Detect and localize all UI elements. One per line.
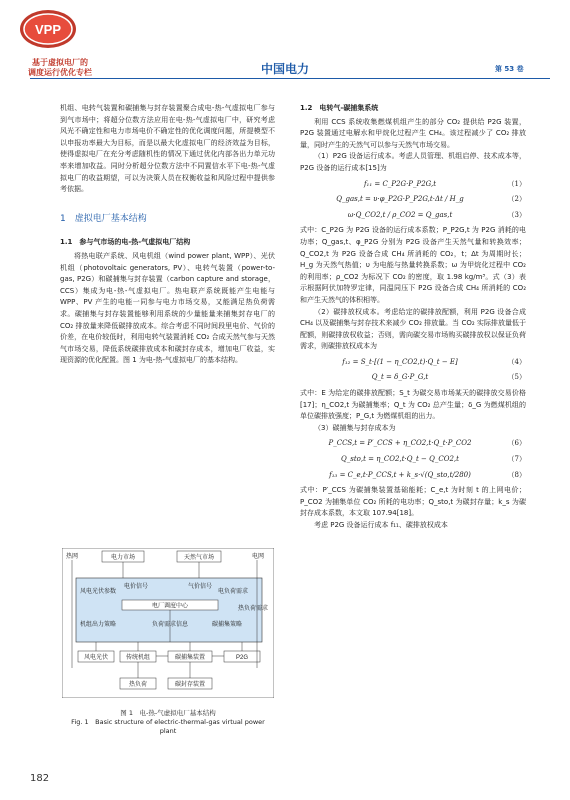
equation-3-number: （3） xyxy=(507,210,526,219)
figure-1-diagram xyxy=(62,548,274,698)
equation-4-body: f₁₂ = S_t·[(1 − η_CO2,t)·Q_t − E] xyxy=(342,357,458,366)
node-power-market: 电力市场 xyxy=(110,555,136,561)
item-2: （2）碳排放权成本。考虑给定的碳排放配额，利用 P2G 设备合成 CH₄ 以及碳捕集与封存技术来减少 CO₂ 排放量。当 CO₂ 实际排放量低于配额，则碳排放权收益；否则，需向碳交易市场购买碳排放权以保证负荷需求，则碳排放权成本为 xyxy=(300,307,526,351)
header-rule xyxy=(30,78,550,79)
series-line-1: 基于虚拟电厂的 xyxy=(32,58,88,67)
equation-2 xyxy=(300,194,526,206)
node-carbon-strategy: 碳捕集策略 xyxy=(212,622,243,628)
equation-2-number: （2） xyxy=(507,195,526,204)
node-conventional-unit: 传统机组 xyxy=(125,655,151,661)
equation-4 xyxy=(300,357,526,369)
figure-caption-cn: 图 1 电-热-气虚拟电厂基本结构 xyxy=(120,709,216,717)
series-line-2: 调度运行优化专栏 xyxy=(28,68,92,77)
definitions-3: 式中：P′_CCS 为碳捕集装置基础能耗；C_e,t 为时刻 t 的上网电价；P_CO2 为捕集单位 CO₂ 所耗的电功率；Q_sto,t 为碳封存量；k_s 为碳封存成本系数，本文取 107.94[18]。 xyxy=(300,486,526,518)
node-ccs: 碳捕集装置 xyxy=(174,655,206,661)
equation-4-number: （4） xyxy=(507,357,526,366)
equation-5-body: Q_t = δ_G·P_G,t xyxy=(371,373,429,382)
equation-7-body: Q_sto,t = η_CO2,t·Q_t − Q_CO2,t xyxy=(341,455,459,464)
node-load-demand: 负荷需求信息 xyxy=(152,622,189,628)
body-paragraph-1-1: 将热电联产系统、风电机组（wind power plant, WPP）、光伏机组（photovoltaic generators, PV）、电转气装置（power-to-gas, P2G）和碳捕集与封存装置（carbon capture and storage，CCS）集成为电-热-气虚拟电厂。热电联产系统既能产生电能与 WPP、PV 产生的电能一同参与电力市场交易，又能满足热负荷需求。碳捕集与封存装置能够利用系统的少量能量来捕集封存电厂的 CO₂ 排放量来降低碳排放成本。综合考虑不同时间段里电价、气价的价差，在电价较低时，利用电转气装置消耗 CO₂ 合成天然气参与天然气市场交易，降低系统碳排放成本和碳封存成本，增加电厂收益，实现资源的优化配置。图 1 为电-热-气虚拟电厂的基本结构。 xyxy=(60,251,275,365)
node-gas-price: 气价信号 xyxy=(188,584,213,590)
body-paragraph-1-2: 利用 CCS 系统收集燃煤机组产生的部分 CO₂ 提供给 P2G 装置，P2G 装置通过电解水和甲烷化过程产生 CH₄。该过程减少了 CO₂ 排放量，同时产生的天然气可以参与天然气市场交易。 xyxy=(300,117,526,149)
node-wind-pv-params: 风电光伏参数 xyxy=(80,589,117,595)
right-column xyxy=(300,103,526,532)
equation-7 xyxy=(300,454,526,466)
node-p2g: P2G xyxy=(235,655,249,661)
equation-5-number: （5） xyxy=(507,373,526,382)
page-number: 182 xyxy=(30,773,50,784)
equation-8 xyxy=(300,470,526,482)
subsection-heading-1-1: 1.1 参与气市场的电-热-气虚拟电厂结构 xyxy=(60,238,191,247)
item-3: （3）碳捕集与封存成本为 xyxy=(314,423,396,432)
tail-paragraph: 考虑 P2G 设备运行成本 f₁₁、碳排放权成本 xyxy=(314,521,448,529)
item-1: （1）P2G 设备运行成本。考虑人员管理、机组启停、技术成本等，P2G 设备的运行成本[15]为 xyxy=(300,152,526,172)
equation-1-body: f₁₁ = C_P2G·P_P2G,t xyxy=(363,179,437,188)
node-heat-grid: 热网 xyxy=(66,554,79,560)
vpp-logo xyxy=(18,8,78,50)
equation-1 xyxy=(300,179,526,191)
subsection-heading-1-2: 1.2 电转气-碳捕集系统 xyxy=(300,104,379,112)
volume-label: 第 53 卷 xyxy=(495,65,524,73)
equation-6 xyxy=(300,438,526,450)
node-heat-load: 热负荷 xyxy=(128,682,148,688)
node-carbon-storage: 碳封存装置 xyxy=(174,682,206,688)
journal-title: 中国电力 xyxy=(260,62,309,76)
node-control-center: 电厂调度中心 xyxy=(151,603,189,610)
node-gas-market: 天然气市场 xyxy=(183,555,215,561)
left-column xyxy=(60,103,275,367)
figure-caption-en: Fig. 1 Basic structure of electric-thermal-gas virtual power plant xyxy=(71,718,265,735)
equation-8-number: （8） xyxy=(507,470,526,479)
node-output-strategy: 机组出力策略 xyxy=(80,622,117,628)
equation-2-body: Q_gas,t = υ·φ_P2G·P_P2G,t·Δt / H_g xyxy=(336,195,464,204)
equation-6-body: P_CCS,t = P′_CCS + η_CO2,t·Q_t·P_CO2 xyxy=(328,439,472,448)
equation-1-number: （1） xyxy=(507,179,526,188)
equation-7-number: （7） xyxy=(507,455,526,464)
node-heat-demand: 热负荷需求 xyxy=(238,606,269,612)
equation-6-number: （6） xyxy=(507,439,526,448)
section-heading-1: 1 虚拟电厂基本结构 xyxy=(60,213,147,224)
node-elec-price: 电价信号 xyxy=(124,584,149,590)
equation-3 xyxy=(300,210,526,222)
node-wind-pv: 风电光伏 xyxy=(83,655,109,661)
vpp-logo-text: VPP xyxy=(34,22,62,37)
definitions-2: 式中：E 为给定的碳排放配额；S_t 为碳交易市场某天的碳排放交易价格[17]；η_CO2,t 为碳捕集率；Q_t 为 CO₂ 总产生量；δ_G 为燃煤机组的单位碳排放强度；P_G,t 为燃煤机组的出力。 xyxy=(300,389,526,421)
intro-paragraph: 机组、电转气装置和碳捕集与封存装置聚合成电-热-气虚拟电厂参与到气市场中；将超分位数方法应用在电-热-气虚拟电厂中，研究考虑风光不确定性和电力市场电价不确定性的优化调度问题，所提模型不以申报功率最大为目标，而是以最大化虚拟电厂的经济效益为目标，使得虚拟电厂在充分考虑随机性的情况下通过优化内部各出力单元功率来增加收益。同时分析超分位数方法中不同置信水平下电-热-气虚拟电厂的收益期望，可以为决策人员在权衡收益和风险过程中提供参考依据。 xyxy=(60,104,275,194)
equation-8-body: f₁₃ = C_e,t·P_CCS,t + k_s·√(Q_sto,t/280) xyxy=(329,470,471,479)
definitions-1: 式中：C_P2G 为 P2G 设备的运行成本系数；P_P2G,t 为 P2G 消耗的电功率；Q_gas,t、φ_P2G 分别为 P2G 设备产生天然气量和转换效率；Q_CO2,t 为 P2G 设备合成 CH₄ 所消耗的 CO₂，t；Δt 为周期时长；H_g 为天然气热值；υ 为电能与热量转换系数；ω 为甲烷化过程中 CO₂ 的利用率；ρ_CO2 为标况下 CO₂ 的密度，取 1.98 kg/m³。式（3）表示根据阿伏加特罗定律，同温同压下 P2G 设备合成 CH₄ 所消耗的 CO₂ 和产生天然气的体积相等。 xyxy=(300,226,526,304)
equation-5 xyxy=(300,372,526,384)
equation-3-body: ω·Q_CO2,t / ρ_CO2 = Q_gas,t xyxy=(347,210,453,219)
node-elec-grid: 电网 xyxy=(252,554,265,560)
node-elec-demand: 电负荷需求 xyxy=(218,589,249,595)
